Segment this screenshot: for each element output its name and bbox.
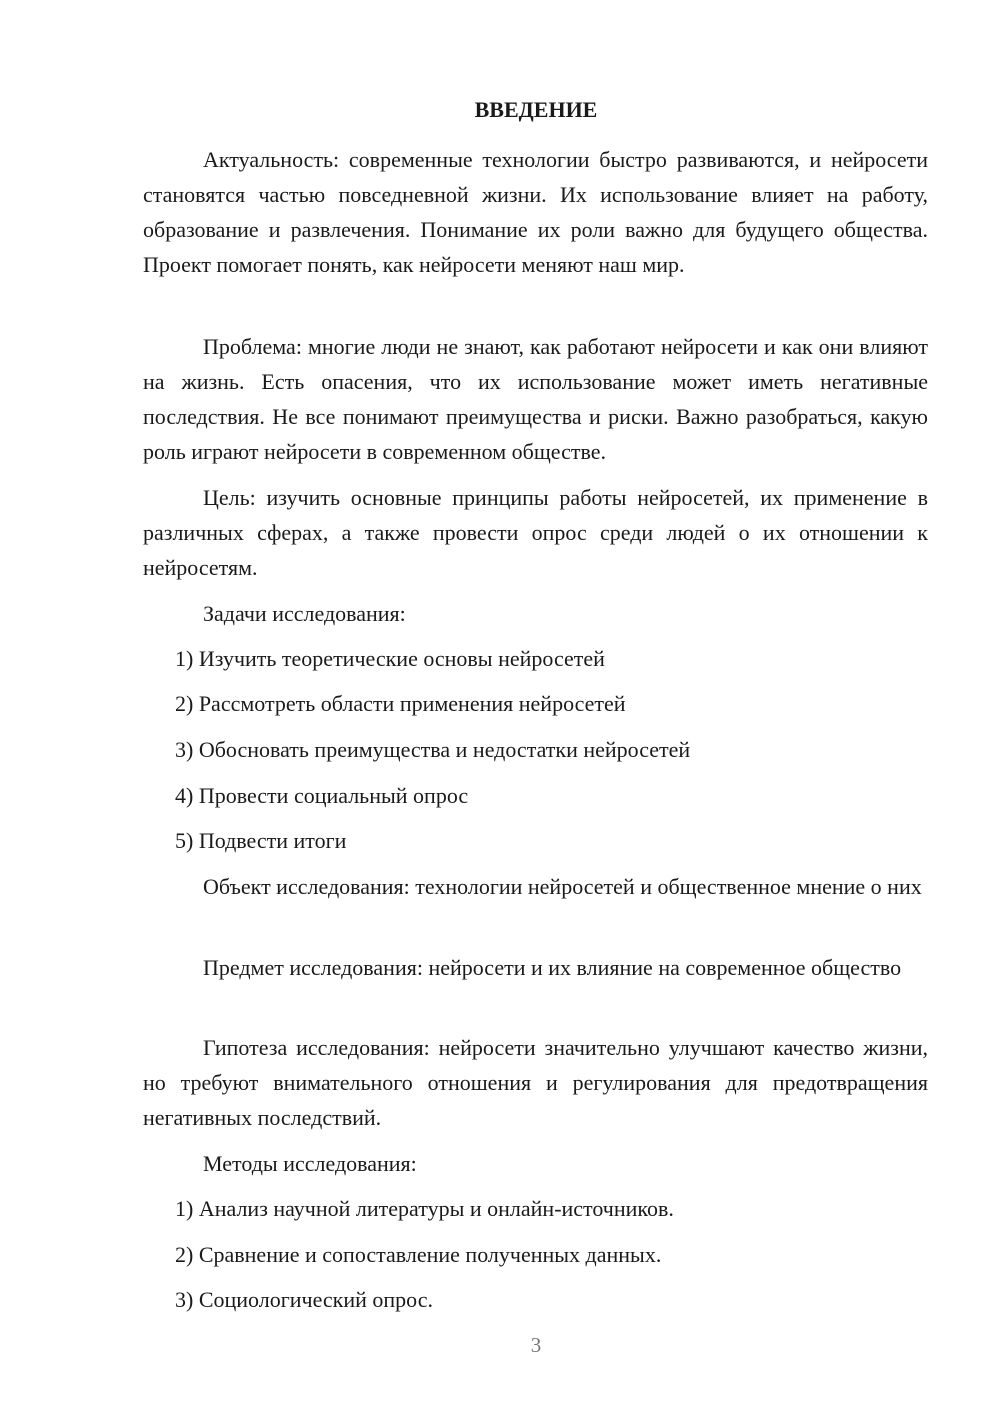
page-number: 3 [530, 1333, 542, 1357]
method-item: 1) Анализ научной литературы и онлайн-источников. [175, 1196, 674, 1221]
paragraph-object: Объект исследования: технологии нейросетей и общественное мнение о них [203, 874, 922, 899]
task-item: 2) Рассмотреть области применения нейросетей [175, 691, 626, 716]
paragraph-subject: Предмет исследования: нейросети и их влияние на современное общество [203, 955, 902, 980]
task-item: 3) Обосновать преимущества и недостатки нейросетей [175, 737, 691, 762]
paragraph-hypothesis: Гипотеза исследования: нейросети значительно улучшают качество жизни, но требуют внимательного отношения и регулирования для предотвращения негативных последствий. [143, 1035, 928, 1130]
paragraph-goal: Цель: изучить основные принципы работы нейросетей, их применение в различных сферах, а также провести опрос среди людей о их отношении к нейросетям. [143, 485, 928, 580]
task-item: 5) Подвести итоги [175, 828, 347, 853]
tasks-heading: Задачи исследования: [203, 601, 406, 626]
method-item: 3) Социологический опрос. [175, 1287, 433, 1312]
method-item: 2) Сравнение и сопоставление полученных данных. [175, 1242, 662, 1267]
task-item: 4) Провести социальный опрос [175, 783, 469, 808]
task-item: 1) Изучить теоретические основы нейросетей [175, 646, 605, 671]
methods-heading: Методы исследования: [203, 1151, 417, 1176]
page-title: ВВЕДЕНИЕ [474, 97, 598, 122]
paragraph-relevance: Актуальность: современные технологии быстро развиваются, и нейросети становятся частью повседневной жизни. Их использование влияет на работу, образование и развлечения. Понимание их роли важно для будущего общества. Проект помогает понять, как нейросети меняют наш мир. [143, 147, 928, 277]
paragraph-problem: Проблема: многие люди не знают, как работают нейросети и как они влияют на жизнь. Есть опасения, что их использование может иметь негативные последствия. Не все понимают преимущества и риски. Важно разобраться, какую роль играют нейросети в современном обществе. [143, 334, 928, 464]
